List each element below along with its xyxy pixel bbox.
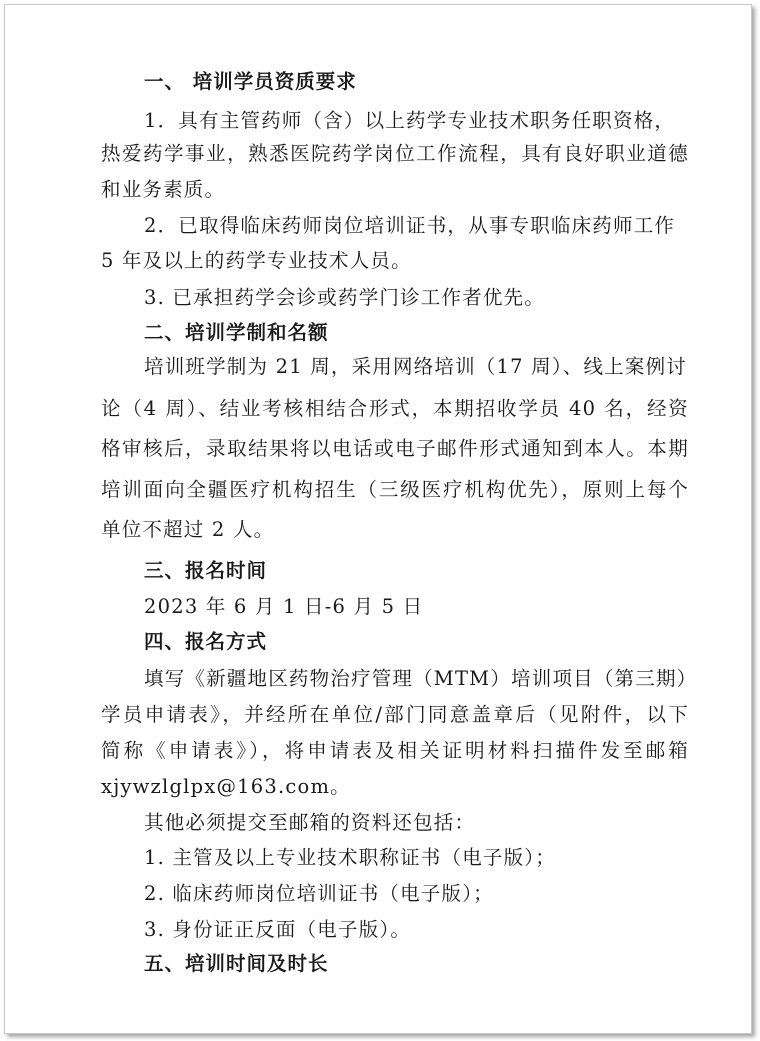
registration-date: 2023 年 6 月 1 日-6 月 5 日 <box>144 595 424 618</box>
paragraph-line: 填写《新疆地区药物治疗管理（MTM）培训项目（第三期） <box>144 667 698 690</box>
paragraph-line: 3. 已承担药学会诊或药学门诊工作者优先。 <box>144 286 546 309</box>
section-heading-5: 五、培训时间及时长 <box>144 952 329 975</box>
paragraph-line: 单位不超过 2 人。 <box>101 518 275 541</box>
paragraph-line: 1．具有主管药师（含）以上药学专业技术职务任职资格， <box>144 109 676 132</box>
paragraph-line: 其他必须提交至邮箱的资料还包括： <box>144 811 476 834</box>
list-item: 3. 身份证正反面（电子版）。 <box>144 918 412 941</box>
email-address: xjywzlglpx@163.com。 <box>101 775 351 798</box>
paragraph-line: 格审核后，录取结果将以电话或电子邮件形式通知到本人。本期 <box>101 437 689 460</box>
paragraph-line: 培训面向全疆医疗机构招生（三级医疗机构优先），原则上每个 <box>101 478 689 501</box>
list-item: 1. 主管及以上专业技术职称证书（电子版）； <box>144 846 556 869</box>
paragraph-line: 和业务素质。 <box>101 178 226 201</box>
list-item: 2. 临床药师岗位培训证书（电子版）； <box>144 882 494 905</box>
paragraph-line: 培训班学制为 21 周，采用网络培训（17 周）、线上案例讨 <box>144 355 687 378</box>
section-heading-1: 一、 培训学员资质要求 <box>144 70 357 93</box>
paragraph-line: 2．已取得临床药师岗位培训证书，从事专职临床药师工作 <box>144 214 676 237</box>
paragraph-line: 论（4 周）、结业考核相结合形式，本期招收学员 40 名，经资 <box>101 397 689 420</box>
paragraph-line: 学员申请表》，并经所在单位/部门同意盖章后（见附件，以下 <box>101 703 689 726</box>
paragraph-line: 简称《申请表》），将申请表及相关证明材料扫描件发至邮箱 <box>101 739 689 762</box>
section-heading-4: 四、报名方式 <box>144 630 268 653</box>
paragraph-line: 5 年及以上的药学专业技术人员。 <box>101 249 412 272</box>
paragraph-line: 热爱药学事业，熟悉医院药学岗位工作流程，具有良好职业道德 <box>101 142 689 165</box>
section-heading-2: 二、培训学制和名额 <box>144 321 329 344</box>
document-page <box>4 4 752 1034</box>
section-heading-3: 三、报名时间 <box>144 559 268 582</box>
